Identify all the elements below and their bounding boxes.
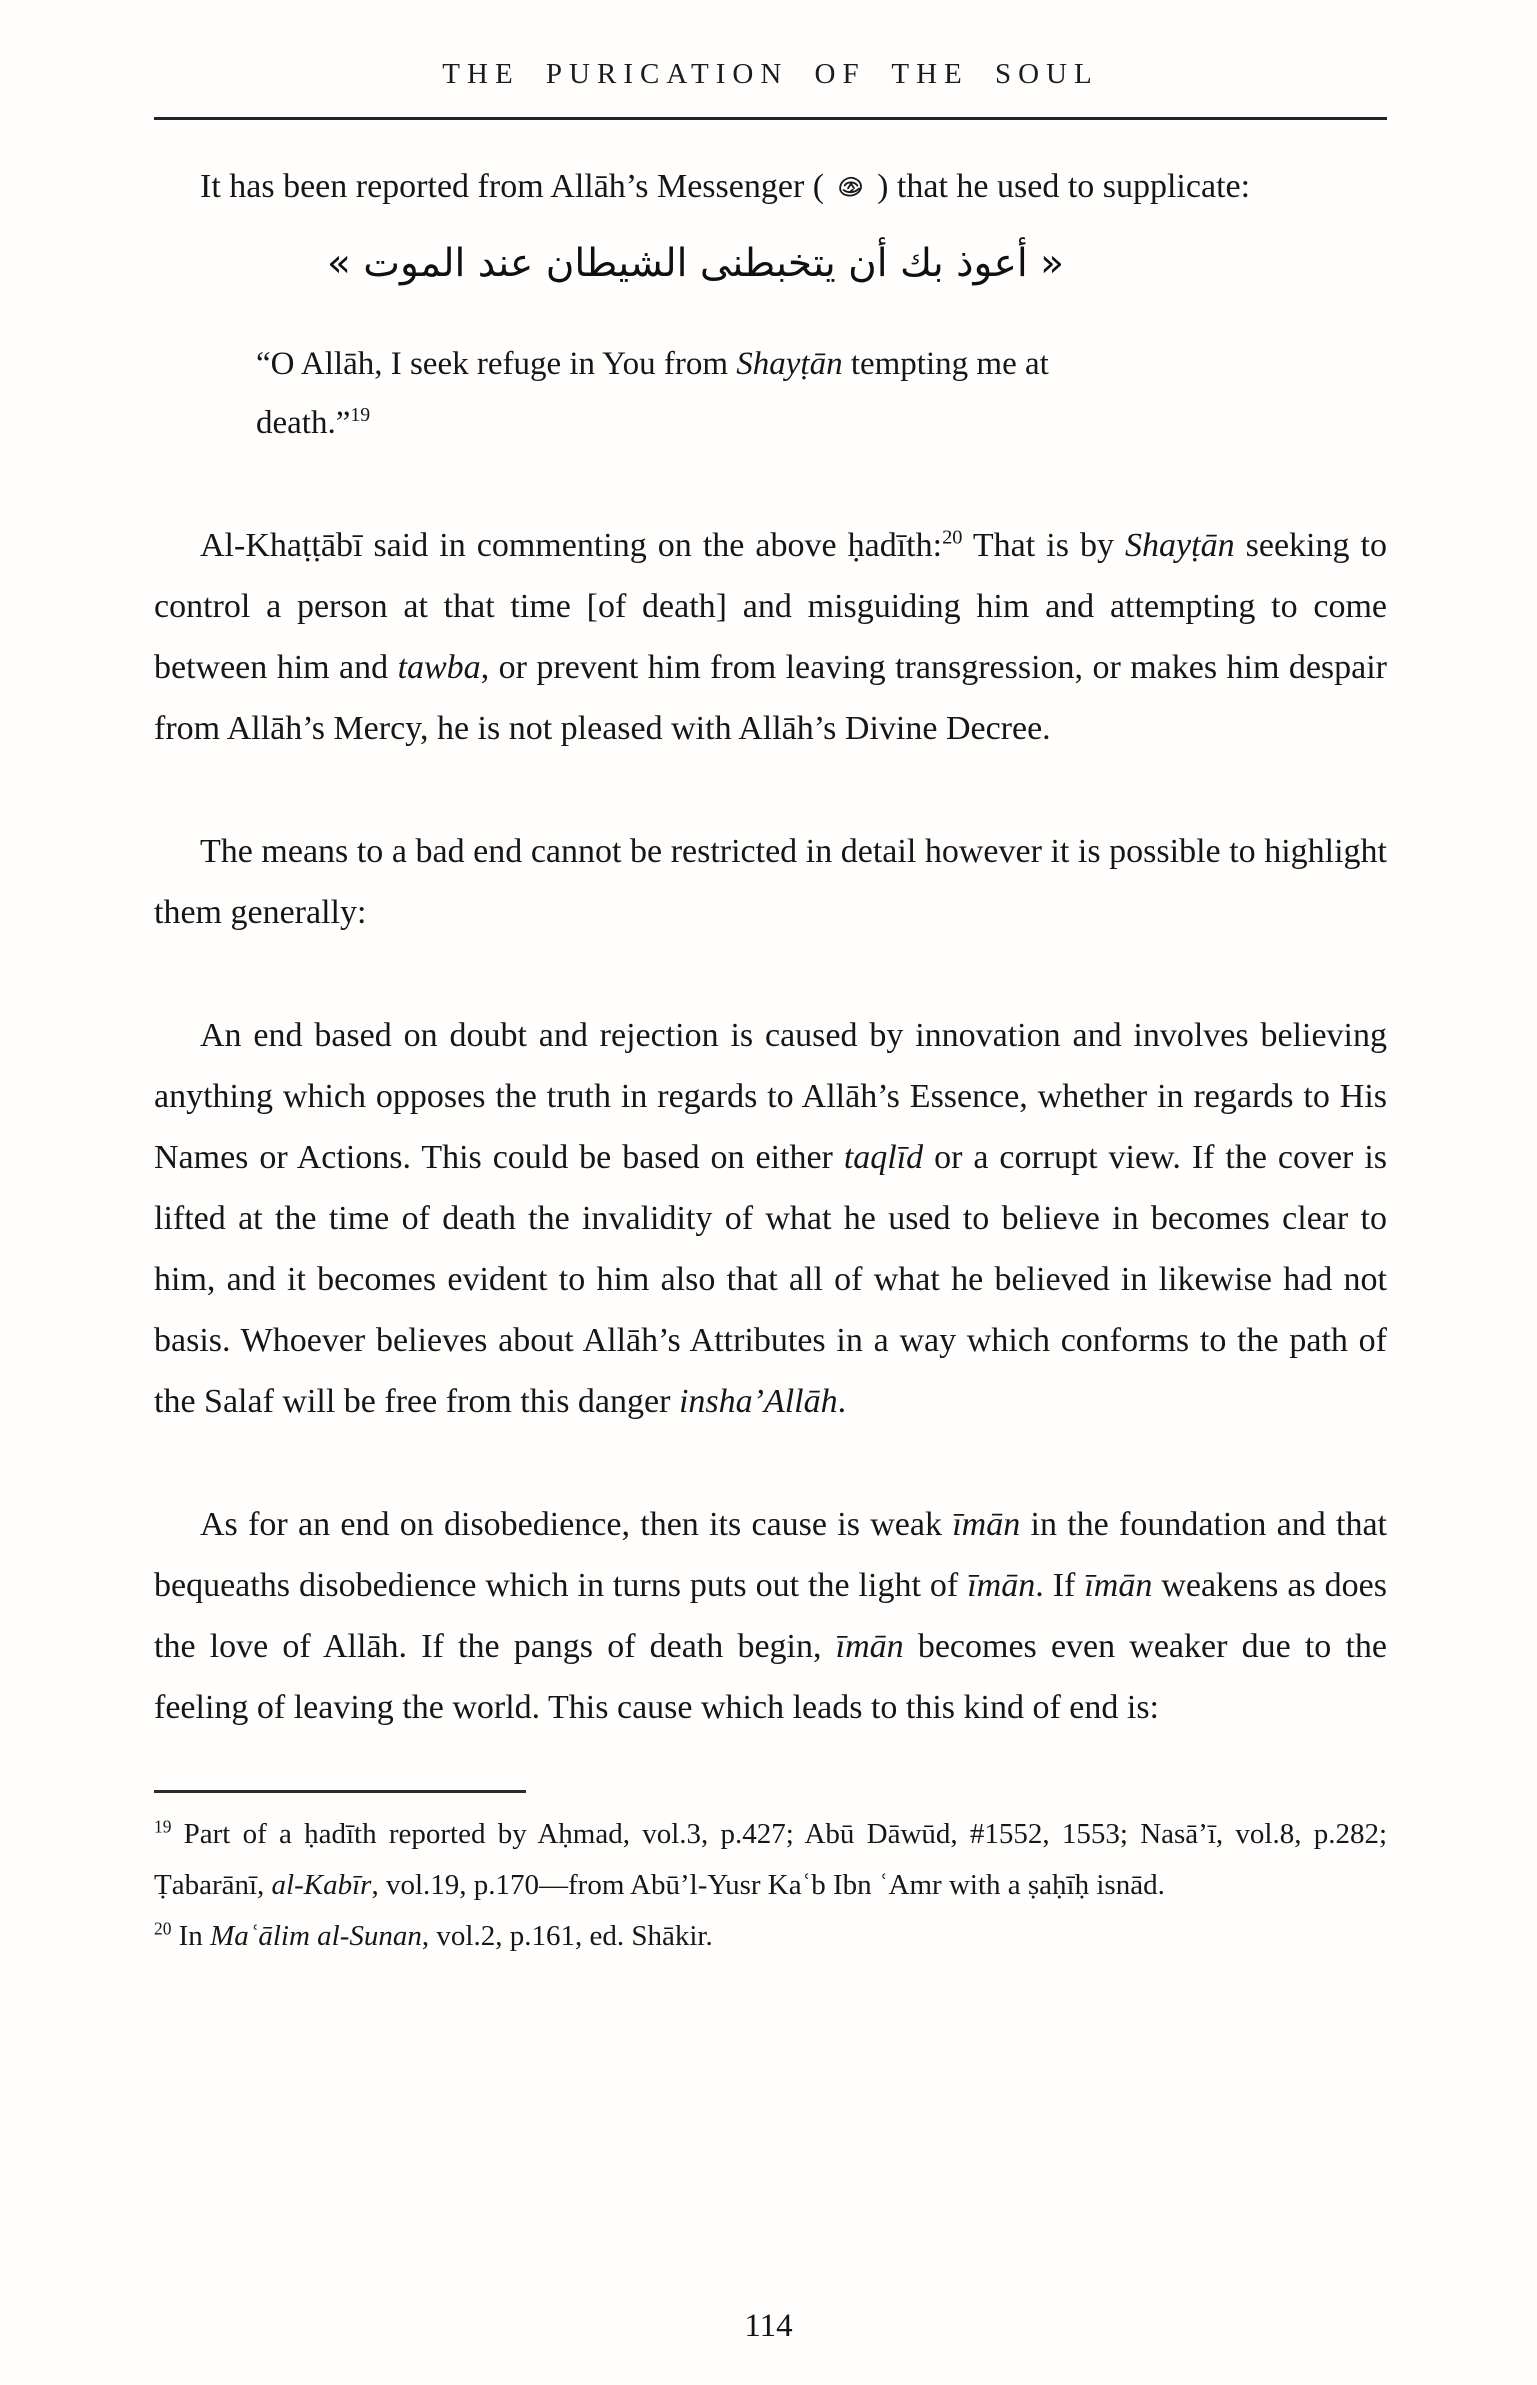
italic-run: Maʿālim al-Sunan — [210, 1920, 422, 1952]
text-run: As for an end on disobedience, then its cause is weak — [200, 1506, 953, 1543]
text-run: Al-Khaṭṭābī said in commenting on the above ḥadīth: — [200, 527, 943, 564]
text-run: “O Allāh, I seek refuge in You from — [256, 346, 737, 382]
page-body — [154, 156, 1387, 1738]
italic-run: al-Kabīr — [271, 1869, 372, 1901]
page-header — [154, 58, 1387, 120]
page-number: 114 — [744, 2308, 793, 2344]
arabic-dua-line: « أعوذ بك أن يتخبطنى الشيطان عند الموت » — [327, 241, 1064, 286]
text-run: The means to a bad end cannot be restricted in detail however it is possible to highlight them generally: — [154, 833, 1387, 931]
footnote-20 — [154, 1911, 1387, 1962]
text-run: ) that he used to supplicate: — [877, 168, 1251, 205]
italic-run: īmān — [967, 1567, 1036, 1604]
text-run: tempting me at death.” — [256, 346, 1049, 441]
italic-run: insha’Allāh — [678, 1383, 838, 1420]
footnote-rule — [154, 1790, 526, 1793]
text-run: or a corrupt view. If the cover is lifted at the time of death the invalidity of what he used to believe in becomes clear to him, and it becomes evident to him also that all of what he believed in likewise had not basis. Whoever believes about Allāh’s Attributes in a way which conforms to the path of the Salaf will be free from this danger — [154, 1139, 1387, 1420]
footnote-ref: 20 — [942, 526, 963, 549]
text-run: . If — [1035, 1567, 1085, 1604]
text-run: in the foundation and that bequeaths disobedience which in turns puts out the light of — [154, 1506, 1387, 1604]
italic-run: īmān — [952, 1506, 1021, 1543]
text-run: becomes even weaker due to the feeling of leaving the world. This cause which leads to this kind of end is: — [154, 1628, 1387, 1726]
paragraph-end-on-disobedience — [154, 1494, 1387, 1738]
footnote-ref: 20 — [154, 1918, 172, 1939]
footnotes-section — [154, 1790, 1387, 1962]
text-run: . — [837, 1383, 847, 1420]
paragraph-intro — [154, 156, 1387, 217]
paragraph-means-to-bad-end — [154, 821, 1387, 943]
italic-run: tawba — [397, 649, 481, 686]
italic-run: Shayṭān — [736, 346, 843, 382]
italic-run: taqlīd — [843, 1139, 924, 1176]
paragraph-end-on-doubt — [154, 1005, 1387, 1432]
text-run: It has been reported from Allāh’s Messenger ( — [200, 168, 825, 205]
text-run: , or prevent him from leaving transgression, or makes him despair from Allāh’s Mercy, he is not pleased with Allāh’s Divine Decree. — [154, 649, 1388, 747]
hadith-translation-quote — [256, 335, 1137, 453]
italic-run: īmān — [835, 1628, 904, 1665]
footnote-ref: 19 — [154, 1816, 172, 1837]
text-run: seeking to control a person at that time [of death] and misguiding him and attempting to come between him and — [154, 527, 1387, 686]
text-run: In — [171, 1920, 211, 1952]
prophet-seal-icon — [834, 169, 868, 203]
text-run: , vol.2, p.161, ed. Shākir. — [421, 1920, 713, 1952]
text-run: , vol.19, p.170—from Abū’l-Yusr Kaʿb Ibn ʿAmr with a ṣaḥīḥ isnād. — [371, 1869, 1165, 1901]
footnote-19 — [154, 1809, 1387, 1911]
text-run: Part of a ḥadīth reported by Aḥmad, vol.3, p.427; Abū Dāwūd, #1552, 1553; Nasā’ī, vol.8, p.282; Ṭabarānī, — [154, 1818, 1387, 1901]
text-run: weakens as does the love of Allāh. If the pangs of death begin, — [154, 1567, 1387, 1665]
text-run: That is by — [962, 527, 1126, 564]
paragraph-khattabi-commentary — [154, 515, 1387, 759]
italic-run: īmān — [1084, 1567, 1153, 1604]
italic-run: Shayṭān — [1125, 527, 1235, 564]
footnote-ref: 19 — [350, 404, 371, 426]
header-rule — [154, 117, 1387, 120]
running-head-title: THE PURICATION OF THE SOUL — [442, 58, 1099, 90]
text-run: An end based on doubt and rejection is caused by innovation and involves believing anything which opposes the truth in regards to Allāh’s Essence, whether in regards to His Names or Actions. This could be based on either — [154, 1017, 1387, 1176]
